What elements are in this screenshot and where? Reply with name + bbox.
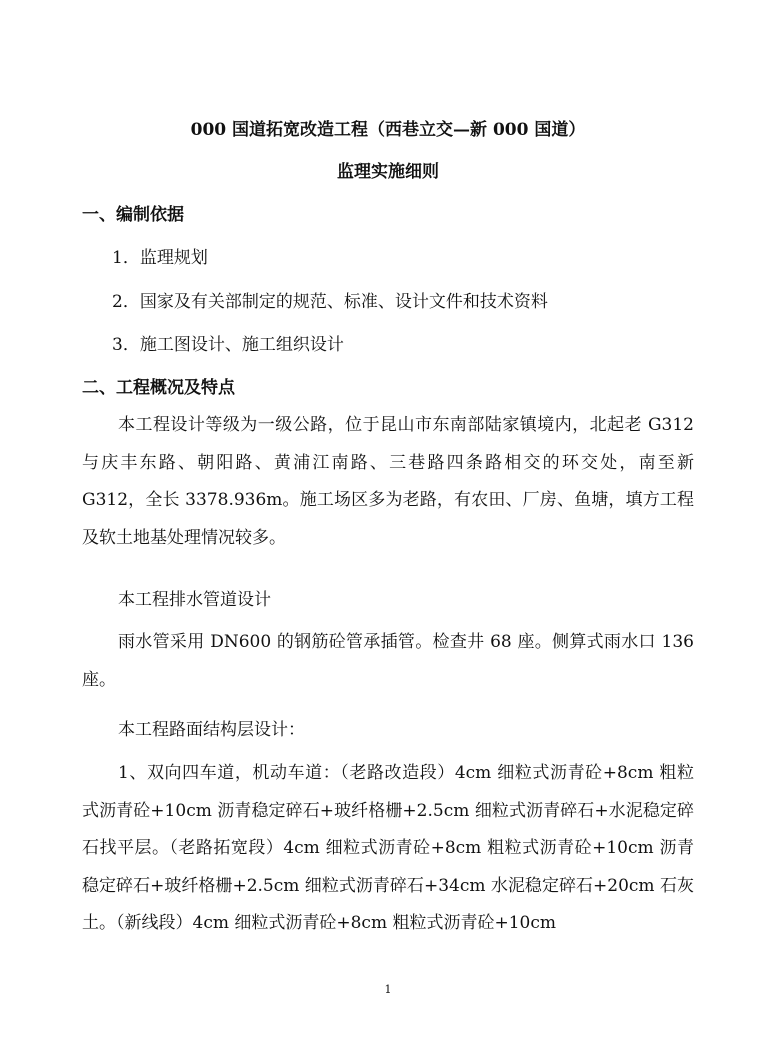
document-title: 000 国道拓宽改造工程（西巷立交—新 000 国道） bbox=[190, 120, 586, 140]
pavement-heading-paragraph: 本工程路面结构层设计： bbox=[118, 720, 305, 740]
document-subtitle: 监理实施细则 bbox=[337, 162, 439, 182]
section-heading-basis: 一、编制依据 bbox=[82, 205, 184, 225]
drainage-heading-paragraph: 本工程排水管道设计 bbox=[118, 590, 271, 610]
basis-item-2: 2．国家及有关部制定的规范、标准、设计文件和技术资料 bbox=[112, 292, 548, 312]
basis-item-1: 1．监理规划 bbox=[112, 248, 208, 268]
page-number: 1 bbox=[384, 983, 392, 996]
rainwater-pipe-paragraph: 雨水管采用 DN600 的钢筋砼管承插管。检查井 68 座。侧算式雨水口 136 座。 bbox=[82, 632, 694, 690]
basis-item-3: 3．施工图设计、施工组织设计 bbox=[112, 335, 344, 355]
overview-paragraph: 本工程设计等级为一级公路，位于昆山市东南部陆家镇境内，北起老 G312 与庆丰东路、朝阳路、黄浦江南路、三巷路四条路相交的环交处，南至新 G312，全长 3378.936m。施工场区多为老路，有农田、厂房、鱼塘，填方工程及软土地基处理情况较多。 bbox=[82, 415, 694, 548]
section-heading-overview: 二、工程概况及特点 bbox=[82, 378, 235, 398]
pavement-structure-paragraph: 1、双向四车道，机动车道：（老路改造段）4cm 细粒式沥青砼+8cm 粗粒式沥青砼+10cm 沥青稳定碎石+玻纤格栅+2.5cm 细粒式沥青碎石+水泥稳定碎石找平层。（老路拓宽段）4cm 细粒式沥青砼+8cm 粗粒式沥青砼+10cm 沥青稳定碎石+玻纤格栅+2.5cm 细粒式沥青碎石+34cm 水泥稳定碎石+20cm 石灰土。（新线段）4cm 细粒式沥青砼+8cm 粗粒式沥青砼+10cm bbox=[82, 763, 694, 933]
